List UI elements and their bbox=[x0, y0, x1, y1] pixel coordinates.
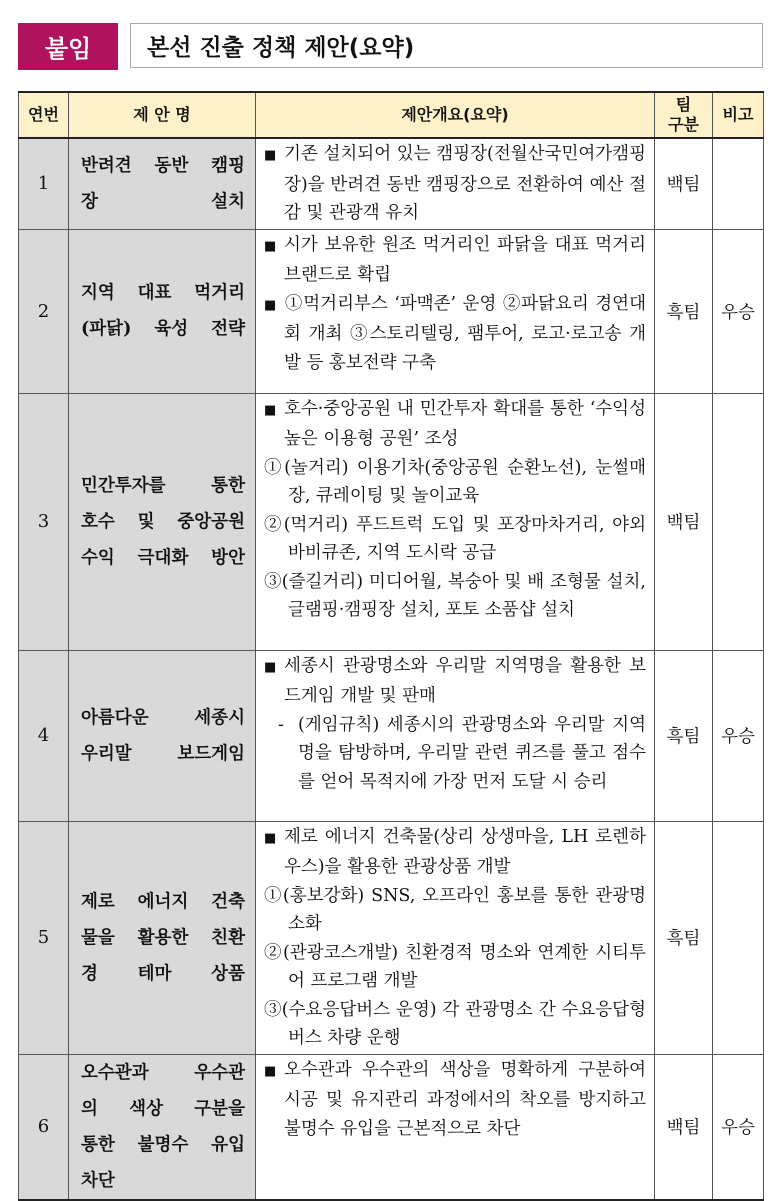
summary-item bbox=[264, 454, 646, 511]
table-row bbox=[19, 1054, 764, 1200]
summary-text: 시가 보유한 원조 먹거리인 파닭을 대표 먹거리 브랜드로 확립 bbox=[284, 234, 646, 285]
bullet-square-icon: ■ bbox=[264, 402, 277, 418]
row-number: 5 bbox=[19, 821, 69, 1054]
proposal-table bbox=[18, 91, 764, 1201]
bullet-square-icon: ■ bbox=[264, 1063, 277, 1079]
table-row bbox=[19, 138, 764, 229]
team-division: 흑팀 bbox=[655, 650, 713, 821]
summary-item bbox=[264, 290, 646, 378]
team-division: 흑팀 bbox=[655, 821, 713, 1054]
proposal-summary bbox=[256, 393, 655, 650]
summary-text: ①먹거리부스 ‘파맥존’ 운영 ②파닭요리 경연대회 개최 ③스토리텔링, 팸투어, 로고·로고송 개발 등 홍보전략 구축 bbox=[284, 293, 646, 373]
summary-text: ②(관광코스개발) 친환경적 명소와 연계한 시티투어 프로그램 개발 bbox=[264, 942, 646, 991]
team-division: 흑팀 bbox=[655, 229, 713, 393]
summary-item bbox=[264, 1056, 646, 1144]
row-number: 6 bbox=[19, 1054, 69, 1200]
team-division: 백팀 bbox=[655, 138, 713, 229]
summary-text: ③(즐길거리) 미디어월, 복숭아 및 배 조형물 설치, 글램핑·캠핑장 설치, 포토 소품샵 설치 bbox=[264, 571, 646, 620]
proposal-name bbox=[69, 650, 256, 821]
proposal-name-line: 지역 대표 먹거리 bbox=[81, 283, 245, 303]
summary-text: 세종시 관광명소와 우리말 지역명을 활용한 보드게임 개발 및 판매 bbox=[284, 655, 646, 706]
table-header-row bbox=[19, 92, 764, 138]
header-name: 제 안 명 bbox=[69, 92, 256, 138]
proposal-summary bbox=[256, 229, 655, 393]
bullet-square-icon: ■ bbox=[264, 148, 277, 163]
summary-item bbox=[264, 511, 646, 568]
summary-text: (게임규칙) 세종시의 관광명소와 우리말 지역명을 탐방하며, 우리말 관련 퀴즈를 풀고 점수를 얻어 목적지에 가장 먼저 도달 시 승리 bbox=[298, 714, 646, 792]
remark bbox=[713, 393, 764, 650]
proposal-name-line: 민간투자를 통한 bbox=[81, 475, 245, 496]
team-division: 백팀 bbox=[655, 1054, 713, 1200]
proposal-name bbox=[69, 229, 256, 393]
proposal-name bbox=[69, 138, 256, 229]
row-number: 4 bbox=[19, 650, 69, 821]
summary-item bbox=[264, 395, 646, 454]
summary-text: 제로 에너지 건축물(상리 상생마을, LH 로렌하우스)을 활용한 관광상품 개발 bbox=[284, 826, 646, 877]
proposal-name-line: 물을 활용한 친환 bbox=[81, 927, 245, 948]
bullet-square-icon: ■ bbox=[264, 659, 277, 675]
header-no: 연번 bbox=[19, 92, 69, 138]
bullet-square-icon: ■ bbox=[264, 297, 277, 313]
proposal-name-line: 호수 및 중앙공원 bbox=[81, 511, 245, 532]
remark bbox=[713, 138, 764, 229]
document-title: 본선 진출 정책 제안(요약) bbox=[130, 23, 763, 68]
proposal-name-line: 우리말 보드게임 bbox=[81, 743, 245, 764]
proposal-name-line: 의 색상 구분을 bbox=[81, 1098, 245, 1119]
table-row bbox=[19, 229, 764, 393]
bullet-square-icon: ■ bbox=[264, 830, 277, 846]
remark: 우승 bbox=[713, 650, 764, 821]
header-note: 비고 bbox=[713, 92, 764, 138]
row-number: 2 bbox=[19, 229, 69, 393]
proposal-summary bbox=[256, 138, 655, 229]
summary-item bbox=[264, 882, 646, 939]
header-summary: 제안개요(요약) bbox=[256, 92, 655, 138]
summary-item bbox=[264, 996, 646, 1053]
summary-text: ①(놀거리) 이용기차(중앙공원 순환노선), 눈썰매장, 큐레이팅 및 놀이교육 bbox=[264, 457, 646, 506]
document-header bbox=[18, 23, 763, 70]
proposal-name-line: 통한 불명수 유입 bbox=[81, 1134, 245, 1155]
proposal-name-line: 반려견 동반 캠핑 bbox=[81, 155, 245, 176]
proposal-name-line: 차단 bbox=[81, 1170, 115, 1191]
table-row bbox=[19, 393, 764, 650]
team-division: 백팀 bbox=[655, 393, 713, 650]
proposal-name-line: 제로 에너지 건축 bbox=[81, 891, 245, 912]
proposal-summary bbox=[256, 650, 655, 821]
remark bbox=[713, 821, 764, 1054]
remark: 우승 bbox=[713, 229, 764, 393]
proposal-name-line: (파닭) 육성 전략 bbox=[81, 319, 245, 339]
proposal-name bbox=[69, 393, 256, 650]
proposal-summary bbox=[256, 1054, 655, 1200]
summary-text: ②(먹거리) 푸드트럭 도입 및 포장마차거리, 야외 바비큐존, 지역 도시락 공급 bbox=[264, 514, 646, 563]
bullet-square-icon: ■ bbox=[264, 238, 277, 254]
header-team-line2: 구분 bbox=[668, 115, 699, 134]
summary-item bbox=[264, 568, 646, 625]
summary-text: 오수관과 우수관의 색상을 명확하게 구분하여 시공 및 유지관리 과정에서의 착오를 방지하고 불명수 유입을 근본적으로 차단 bbox=[284, 1059, 646, 1139]
proposal-name bbox=[69, 1054, 256, 1200]
summary-text: 호수·중앙공원 내 민간투자 확대를 통한 ‘수익성 높은 이용형 공원’ 조성 bbox=[284, 398, 646, 449]
table-row bbox=[19, 650, 764, 821]
table-row bbox=[19, 821, 764, 1054]
proposal-name-line: 수익 극대화 방안 bbox=[81, 547, 245, 568]
summary-item bbox=[264, 652, 646, 711]
header-team-line1: 팀 bbox=[675, 95, 692, 114]
row-number: 1 bbox=[19, 138, 69, 229]
summary-item bbox=[264, 140, 646, 228]
summary-item bbox=[264, 231, 646, 290]
proposal-name-line: 장 설치 bbox=[81, 191, 245, 212]
proposal-name bbox=[69, 821, 256, 1054]
proposal-name-line: 경 테마 상품 bbox=[81, 963, 245, 984]
proposal-summary bbox=[256, 821, 655, 1054]
proposal-name-line: 오수관과 우수관 bbox=[81, 1062, 245, 1083]
proposal-name-line: 아름다운 세종시 bbox=[81, 707, 245, 728]
attachment-badge: 붙임 bbox=[18, 23, 118, 70]
summary-item bbox=[264, 711, 646, 797]
summary-text: 기존 설치되어 있는 캠핑장(전월산국민여가캠핑장)을 반려견 동반 캠핑장으로 전환하여 예산 절감 및 관광객 유치 bbox=[284, 144, 646, 223]
remark: 우승 bbox=[713, 1054, 764, 1200]
header-team bbox=[655, 92, 713, 138]
dash-marker: - bbox=[278, 714, 284, 735]
row-number: 3 bbox=[19, 393, 69, 650]
summary-text: ③(수요응답버스 운영) 각 관광명소 간 수요응답형 버스 차량 운행 bbox=[264, 999, 646, 1048]
summary-item bbox=[264, 823, 646, 882]
summary-item bbox=[264, 939, 646, 996]
summary-text: ①(홍보강화) SNS, 오프라인 홍보를 통한 관광명소화 bbox=[264, 885, 646, 934]
